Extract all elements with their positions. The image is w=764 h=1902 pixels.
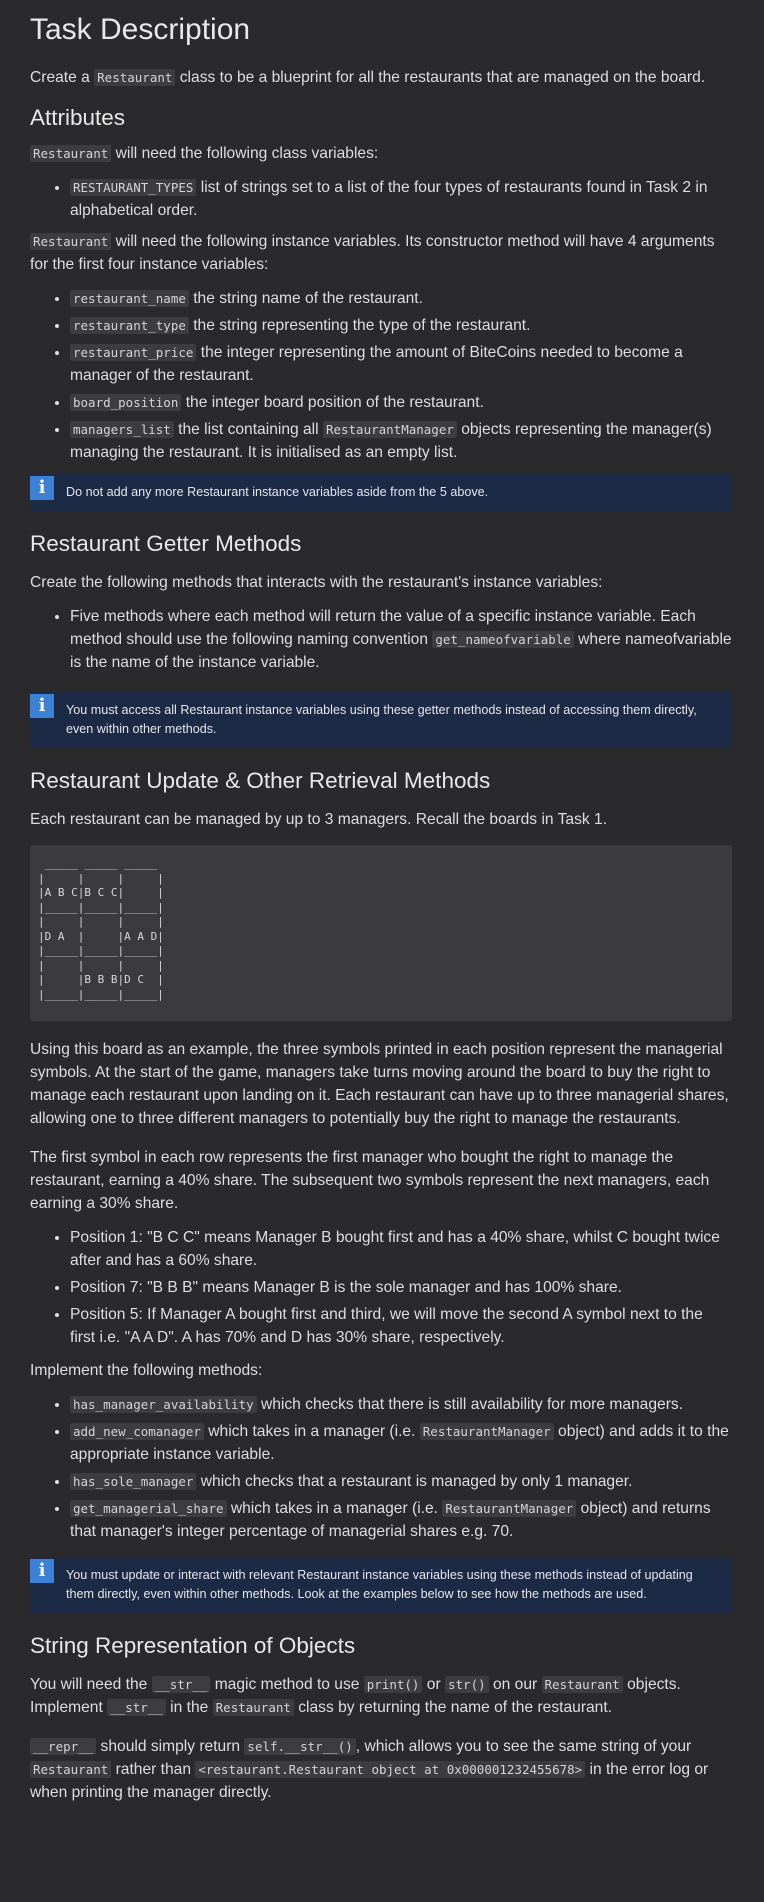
inline-code: Restaurant xyxy=(30,145,111,162)
inline-code: RestaurantManager xyxy=(323,421,457,438)
info-callout xyxy=(30,692,732,748)
attributes-heading: Attributes xyxy=(30,105,126,130)
implement-intro: Implement the following methods: xyxy=(30,1362,263,1379)
methods-list xyxy=(30,1393,732,1543)
inline-code: Restaurant xyxy=(30,1761,111,1778)
inline-code: get_managerial_share xyxy=(70,1500,227,1517)
update-heading: Restaurant Update & Other Retrieval Methods xyxy=(30,768,491,793)
repr-paragraph: __repr__ should simply return self.__str__() , which allows you to see the same string of your Restaurant rather than <restaurant.Restaurant object at 0x000001232455678> in the error log or when printing the manager directly. xyxy=(30,1738,709,1801)
inline-code: add_new_comanager xyxy=(70,1423,204,1440)
info-callout xyxy=(30,474,732,511)
inline-code: restaurant_name xyxy=(70,290,189,307)
getters-list xyxy=(30,605,732,674)
inline-code: <restaurant.Restaurant object at 0x000001232455678> xyxy=(195,1761,585,1778)
page-title: Task Description xyxy=(30,13,251,46)
list-item: • RESTAURANT_TYPES list of strings set to a list of the four types of restaurants found in Task 2 in alphabetical order. xyxy=(70,176,732,222)
inline-code: has_sole_manager xyxy=(70,1473,196,1490)
positions-list xyxy=(30,1226,732,1349)
inline-code: Restaurant xyxy=(542,1676,623,1693)
class-vars-intro: Restaurant will need the following class variables: xyxy=(30,142,732,165)
inline-code: Restaurant xyxy=(94,69,175,86)
info-callout xyxy=(30,1557,732,1613)
inline-code: board_position xyxy=(70,394,181,411)
list-item: • has_sole_manager which checks that a restaurant is managed by only 1 manager. xyxy=(70,1470,732,1493)
inline-code: __str__ xyxy=(152,1676,211,1693)
list-item: • Position 1: "B C C" means Manager B bought first and has a 40% share, whilst C bought twice after and has a 60% share. xyxy=(70,1226,732,1272)
inline-code: self.__str__() xyxy=(244,1738,355,1755)
list-item: • Position 7: "B B B" means Manager B is the sole manager and has 100% share. xyxy=(70,1276,732,1299)
info-icon: i xyxy=(30,694,54,718)
inline-code: RestaurantManager xyxy=(420,1423,554,1440)
list-item: • managers_list the list containing all RestaurantManager objects representing the manager(s) managing the restaurant. It is initialised as an empty list. xyxy=(70,418,732,464)
callout-text: You must access all Restaurant instance variables using these getter methods instead of accessing them directly, even within other methods. xyxy=(66,703,697,736)
callout-text: Do not add any more Restaurant instance variables aside from the 5 above. xyxy=(66,485,489,499)
info-icon: i xyxy=(30,1559,54,1583)
list-item: • restaurant_price the integer representing the amount of BiteCoins needed to become a manager of the restaurant. xyxy=(70,341,732,387)
inline-code: restaurant_type xyxy=(70,317,189,334)
info-icon: i xyxy=(30,476,54,500)
intro-paragraph: Create a Restaurant class to be a blueprint for all the restaurants that are managed on the board. xyxy=(30,69,706,86)
getters-intro: Create the following methods that interacts with the restaurant's instance variables: xyxy=(30,574,603,591)
inline-code: __str__ xyxy=(107,1699,166,1716)
str-paragraph: You will need the __str__ magic method to use print() or str() on our Restaurant objects. Implement __str__ in the Restaurant class by returning the name of the restaurant. xyxy=(30,1676,681,1716)
list-item: • restaurant_type the string representing the type of the restaurant. xyxy=(70,314,732,337)
list-item: • has_manager_availability which checks that there is still availability for more managers. xyxy=(70,1393,732,1416)
list-item: • add_new_comanager which takes in a manager (i.e. RestaurantManager object) and adds it to the appropriate instance variable. xyxy=(70,1420,732,1466)
inline-code: get_nameofvariable xyxy=(432,631,573,648)
inline-code: RestaurantManager xyxy=(442,1500,576,1517)
callout-text: You must update or interact with relevant Restaurant instance variables using these methods instead of updating them directly, even within other methods. Look at the examples below to see how the methods are used. xyxy=(66,1568,693,1601)
inline-code: Restaurant xyxy=(30,233,111,250)
list-item: • restaurant_name the string name of the restaurant. xyxy=(70,287,732,310)
list-item: • board_position the integer board position of the restaurant. xyxy=(70,391,732,414)
list-item: • Position 5: If Manager A bought first and third, we will move the second A symbol next to the first i.e. "A A D". A has 70% and D has 30% share, respectively. xyxy=(70,1303,732,1349)
instance-vars-list xyxy=(30,287,732,464)
class-vars-list xyxy=(30,176,732,222)
list-item: • Five methods where each method will return the value of a specific instance variable. Each method should use the following naming convention get_nameofvariable where nameofvariable is the name of the instance variable. xyxy=(70,605,732,674)
board-explanation: Using this board as an example, the three symbols printed in each position represent the managerial symbols. At the start of the game, managers take turns moving around the board to buy the right to manage each restaurant upon landing on it. Each restaurant can have up to three managerial shares, allowing one to three different managers to potentially buy the right to manage the restaurants. xyxy=(30,1041,729,1127)
strings-heading: String Representation of Objects xyxy=(30,1633,356,1658)
inline-code: __repr__ xyxy=(30,1738,96,1755)
inline-code: managers_list xyxy=(70,421,174,438)
update-intro: Each restaurant can be managed by up to 3 managers. Recall the boards in Task 1. xyxy=(30,811,608,828)
inline-code: RESTAURANT_TYPES xyxy=(70,179,196,196)
inline-code: has_manager_availability xyxy=(70,1396,257,1413)
list-item: • get_managerial_share which takes in a manager (i.e. RestaurantManager object) and returns that manager's integer percentage of managerial shares e.g. 70. xyxy=(70,1497,732,1543)
board-code-block: _____ _____ _____ | | | | |A B C|B C C| | |_____|_____|_____| | | | | |D A | |A A D| |_____|_____|_____| | | | | | |B B B|D C | |_____|_____|_____| xyxy=(30,845,732,1021)
inline-code: print() xyxy=(364,1676,423,1693)
inline-code: restaurant_price xyxy=(70,344,196,361)
inline-code: Restaurant xyxy=(213,1699,294,1716)
inline-code: str() xyxy=(445,1676,489,1693)
getters-heading: Restaurant Getter Methods xyxy=(30,531,302,556)
share-explanation: The first symbol in each row represents the first manager who bought the right to manage the restaurant, earning a 40% share. The subsequent two symbols represent the next managers, each earning a 30% share. xyxy=(30,1149,710,1212)
instance-vars-intro: Restaurant will need the following instance variables. Its constructor method will have 4 arguments for the first four instance variables: xyxy=(30,233,715,273)
